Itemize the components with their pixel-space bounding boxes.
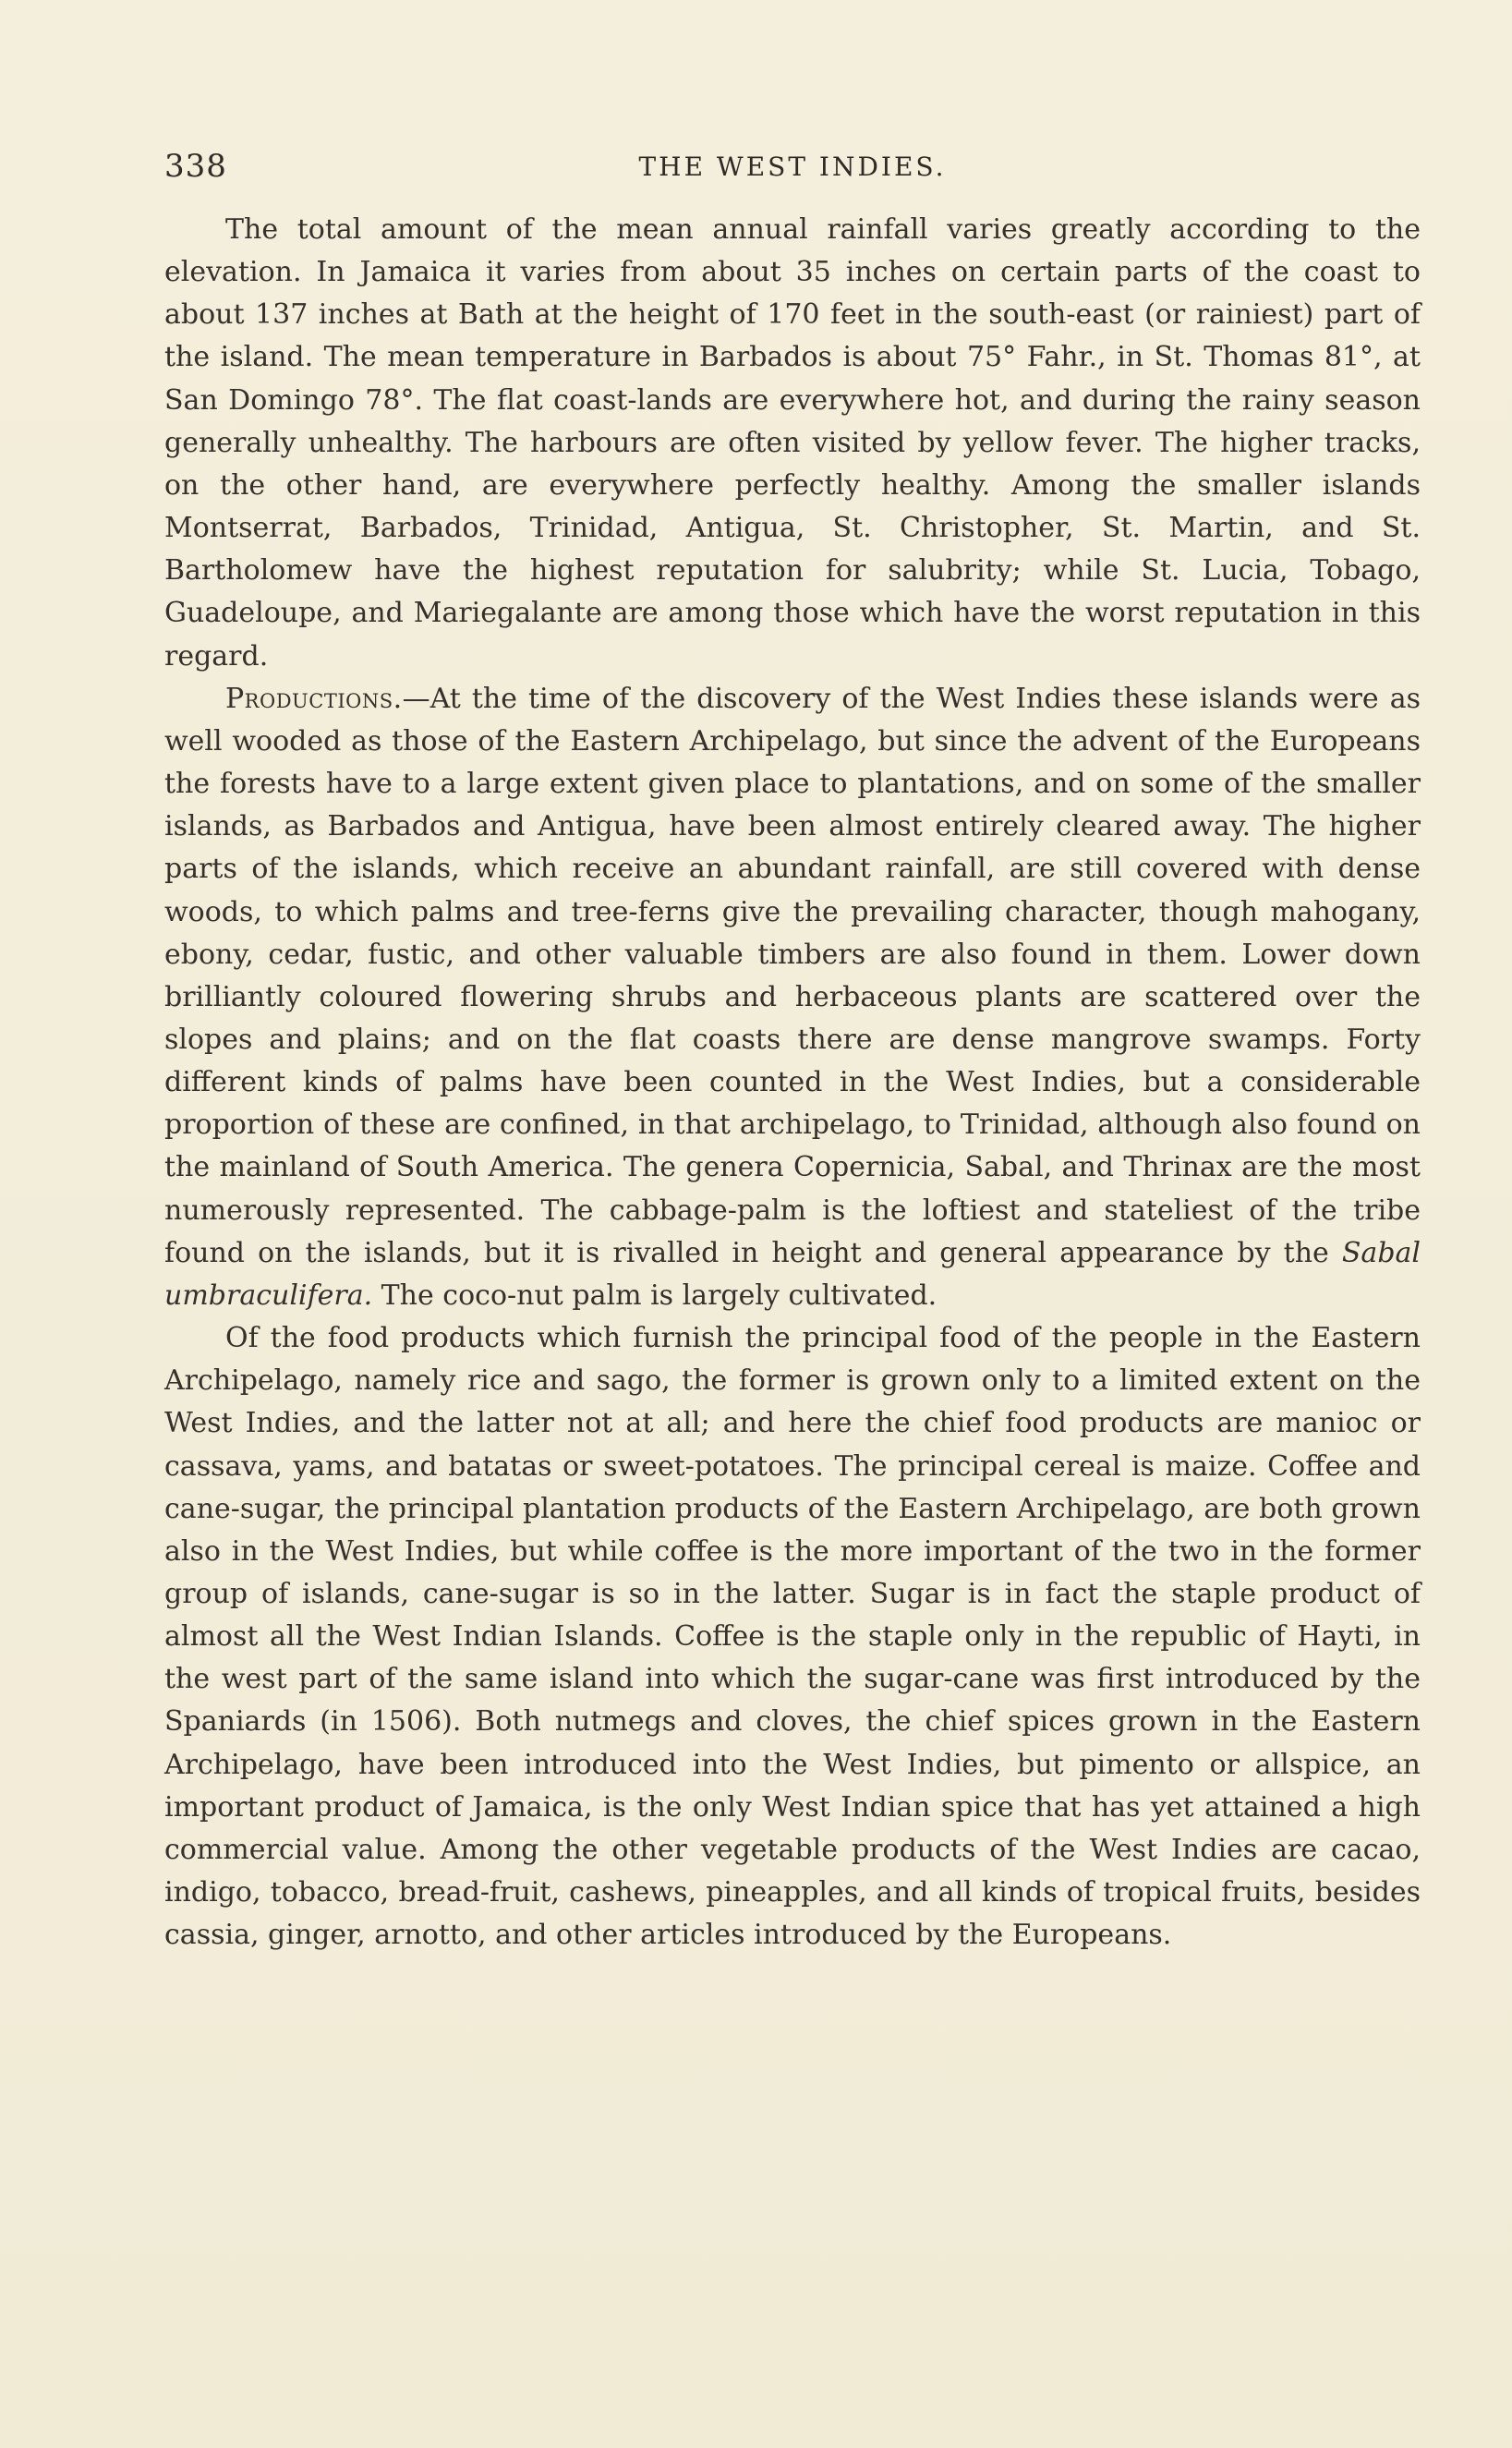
section-lead: Productions. — [225, 682, 403, 715]
paragraph-text: The total amount of the mean annual rainfall varies greatly according to the elevation. In Jamaica it varies from about 35 inches on certain parts of the coast to about 137 inches at Bath at the height of 170 feet in the south-east (or rainiest) part of the island. The mean temperature in Barbados is about 75° Fahr., in St. Thomas 81°, at San Domingo 78°. The flat coast-lands are everywhere hot, and during the rainy season generally unhealthy. The harbours are often visited by yellow fever. The higher tracks, on the other hand, are everywhere perfectly healthy. Among the smaller islands Montserrat, Barbados, Trinidad, Antigua, St. Christopher, St. Martin, and St. Bartholomew have the highest reputation for salubrity; while St. Lucia, Tobago, Guadeloupe, and Mariegalante are among those which have the worst reputation in this regard. — [164, 213, 1421, 673]
running-head: THE WEST INDIES. — [638, 151, 947, 182]
body-text — [164, 209, 1421, 1957]
paragraph-text: —At the time of the discovery of the West Indies these islands were as well wooded as those of the Eastern Archipelago, but since the advent of the Europeans the forests have to a large extent given place to plantations, and on some of the smaller islands, as Barbados and Antigua, have been almost entirely cleared away. The higher parts of the islands, which receive an abundant rainfall, are still covered with dense woods, to which palms and tree-ferns give the prevailing character, though mahogany, ebony, cedar, fustic, and other valuable timbers are also found in them. Lower down brilliantly coloured flowering shrubs and herbaceous plants are scattered over the slopes and plains; and on the flat coasts there are dense mangrove swamps. Forty different kinds of palms have been counted in the West Indies, but a considerable proportion of these are confined, in that archipelago, to Trinidad, although also found on the mainland of South America. The genera Copernicia, Sabal, and Thrinax are the most numerously represented. The cabbage-palm is the loftiest and stateliest of the tribe found on the islands, but it is rivalled in height and general appearance by the — [164, 682, 1421, 1269]
paragraph-food-products — [164, 1317, 1421, 1957]
paragraph-tail-text: The coco-nut palm is largely cultivated. — [372, 1279, 937, 1312]
paragraph-productions — [164, 678, 1421, 1317]
page-number: 338 — [164, 148, 227, 185]
paragraph-text: Of the food products which furnish the principal food of the people in the Eastern Archipelago, namely rice and sago, the former is grown only to a limited extent on the West Indies, and the latter not at all; and here the chief food products are manioc or cassava, yams, and batatas or sweet-potatoes. The principal cereal is maize. Coffee and cane-sugar, the principal plantation products of the Eastern Archipelago, are both grown also in the West Indies, but while coffee is the more important of the two in the former group of islands, cane-sugar is so in the latter. Sugar is in fact the staple product of almost all the West Indian Islands. Coffee is the staple only in the republic of Hayti, in the west part of the same island into which the sugar-cane was first introduced by the Spaniards (in 1506). Both nutmegs and cloves, the chief spices grown in the Eastern Archipelago, have been introduced into the West Indies, but pimento or allspice, an important product of Jamaica, is the only West Indian spice that has yet attained a high commercial value. Among the other vegetable products of the West Indies are cacao, indigo, tobacco, bread-fruit, cashews, pineapples, and all kinds of tropical fruits, besides cassia, ginger, arnotto, and other articles introduced by the Europeans. — [164, 1322, 1421, 1952]
italic-species-name: Sabal umbraculifera. — [164, 1236, 1421, 1312]
page-header — [164, 148, 1421, 188]
paragraph-rainfall — [164, 209, 1421, 678]
